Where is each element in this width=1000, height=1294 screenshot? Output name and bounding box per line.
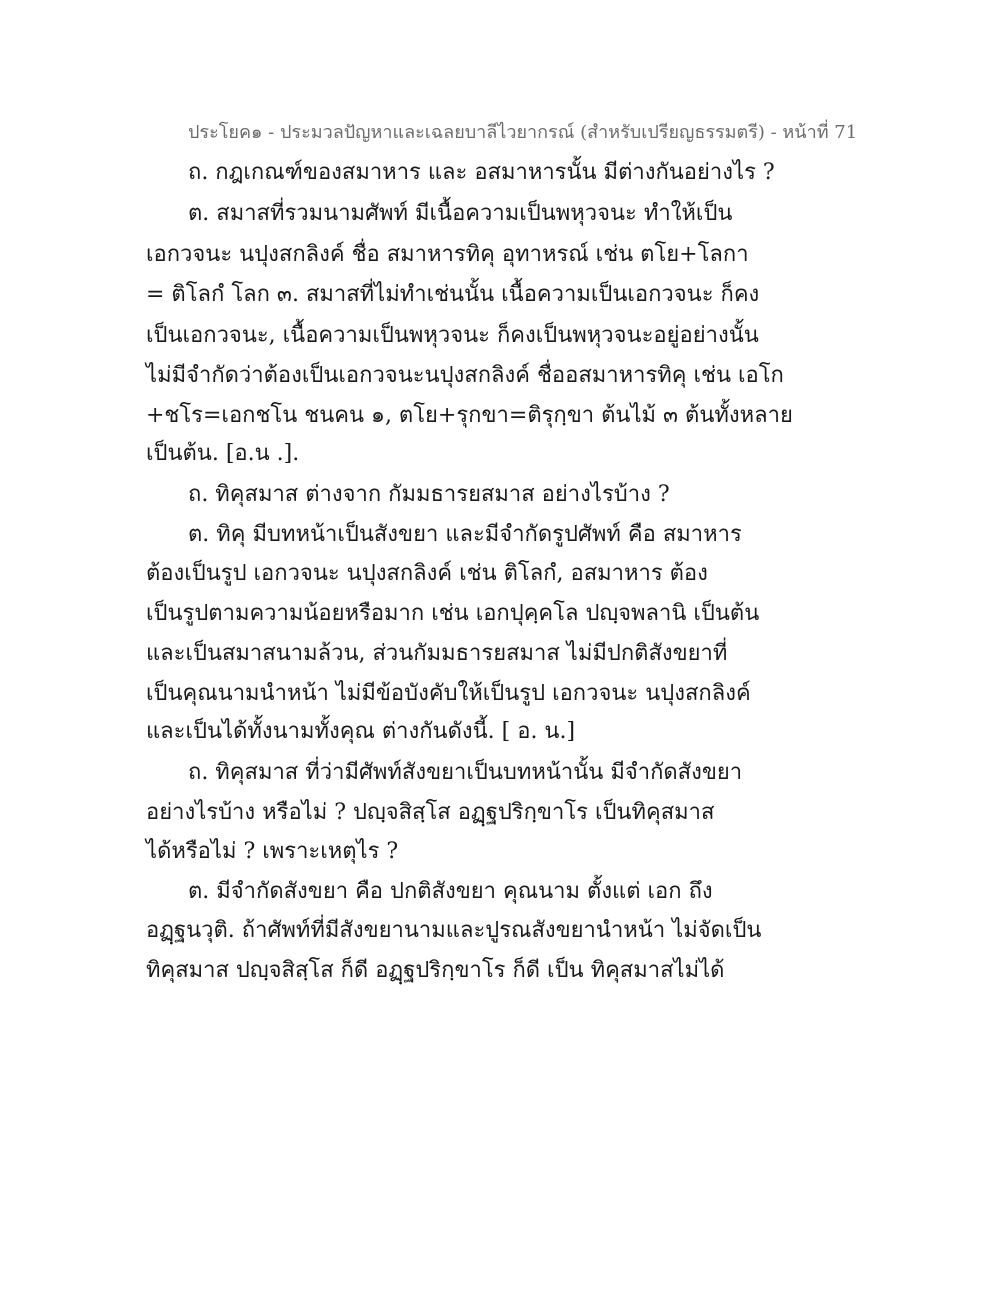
text-line: เป็นต้น. [อ.น .]. [146,441,300,466]
text-line: ทิคุสมาส ปญฺจสิสฺโส ก็ดี อฏฺฐปริกฺขาโร ก็ดี เป็น ทิคุสมาสไม่ได้ [146,958,725,983]
text-line: อย่างไรบ้าง หรือไม่ ? ปญฺจสิสฺโส อฏฺฐปริกฺขาโร เป็นทิคุสมาส [146,800,715,825]
text-line: = ติโลกํ โลก ๓. สมาสที่ไม่ทำเช่นนั้น เนื้อความเป็นเอกวจนะ ก็คง [146,282,760,307]
text-line: +ชโร=เอกชโน ชนคน ๑, ตโย+รุกขา=ติรุกฺขา ต้นไม้ ๓ ต้นทั้งหลาย [146,403,793,428]
text-line: เป็นรูปตามความน้อยหรือมาก เช่น เอกปุคฺคโล ปญฺจพลานิ เป็นต้น [146,601,760,626]
question-line: ถ. ทิคุสมาส ต่างจาก กัมมธารยสมาส อย่างไรบ้าง ? [188,482,670,507]
text-line: อฏฺฐนวุติ. ถ้าศัพท์ที่มีสังขยานามและปูรณสังขยานำหน้า ไม่จัดเป็น [146,918,762,943]
text-line: ไม่มีจำกัดว่าต้องเป็นเอกวจนะนปุงสกลิงค์ ชื่ออสมาหารทิคุ เช่น เอโก [146,363,784,388]
text-line: ต้องเป็นรูป เอกวจนะ นปุงสกลิงค์ เช่น ติโลกํ, อสมาหาร ต้อง [146,561,708,586]
text-line: เป็นเอกวจนะ, เนื้อความเป็นพหุวจนะ ก็คงเป็นพหุวจนะอยู่อย่างนั้น [146,323,759,348]
text-line: ได้หรือไม่ ? เพราะเหตุไร ? [146,839,399,864]
running-header: ประโยค๑ - ประมวลปัญหาและเฉลยบาลีไวยากรณ์ (สำหรับเปรียญธรรมตรี) - หน้าที่ 71 [188,122,858,143]
question-line: ถ. กฎเกณฑ์ของสมาหาร และ อสมาหารนั้น มีต่างกันอย่างไร ? [188,160,775,185]
question-line: ถ. ทิคุสมาส ที่ว่ามีศัพท์สังขยาเป็นบทหน้านั้น มีจำกัดสังขยา [188,760,743,785]
answer-line: ต. มีจำกัดสังขยา คือ ปกติสังขยา คุณนาม ตั้งแต่ เอก ถึง [188,879,713,904]
text-line: และเป็นสมาสนามล้วน, ส่วนกัมมธารยสมาส ไม่มีปกติสังขยาที่ [146,641,728,666]
text-line: เป็นคุณนามนำหน้า ไม่มีข้อบังคับให้เป็นรูป เอกวจนะ นปุงสกลิงค์ [146,681,751,706]
answer-line: ต. ทิคุ มีบทหน้าเป็นสังขยา และมีจำกัดรูปศัพท์ คือ สมาหาร [188,522,742,547]
answer-line: ต. สมาสที่รวมนามศัพท์ มีเนื้อความเป็นพหุวจนะ ทำให้เป็น [188,201,733,226]
text-line: และเป็นได้ทั้งนามทั้งคุณ ต่างกันดังนี้. [ อ. น.] [146,719,576,744]
text-line: เอกวจนะ นปุงสกลิงค์ ชื่อ สมาหารทิคุ อุทาหรณ์ เช่น ตโย+โลกา [146,242,749,267]
